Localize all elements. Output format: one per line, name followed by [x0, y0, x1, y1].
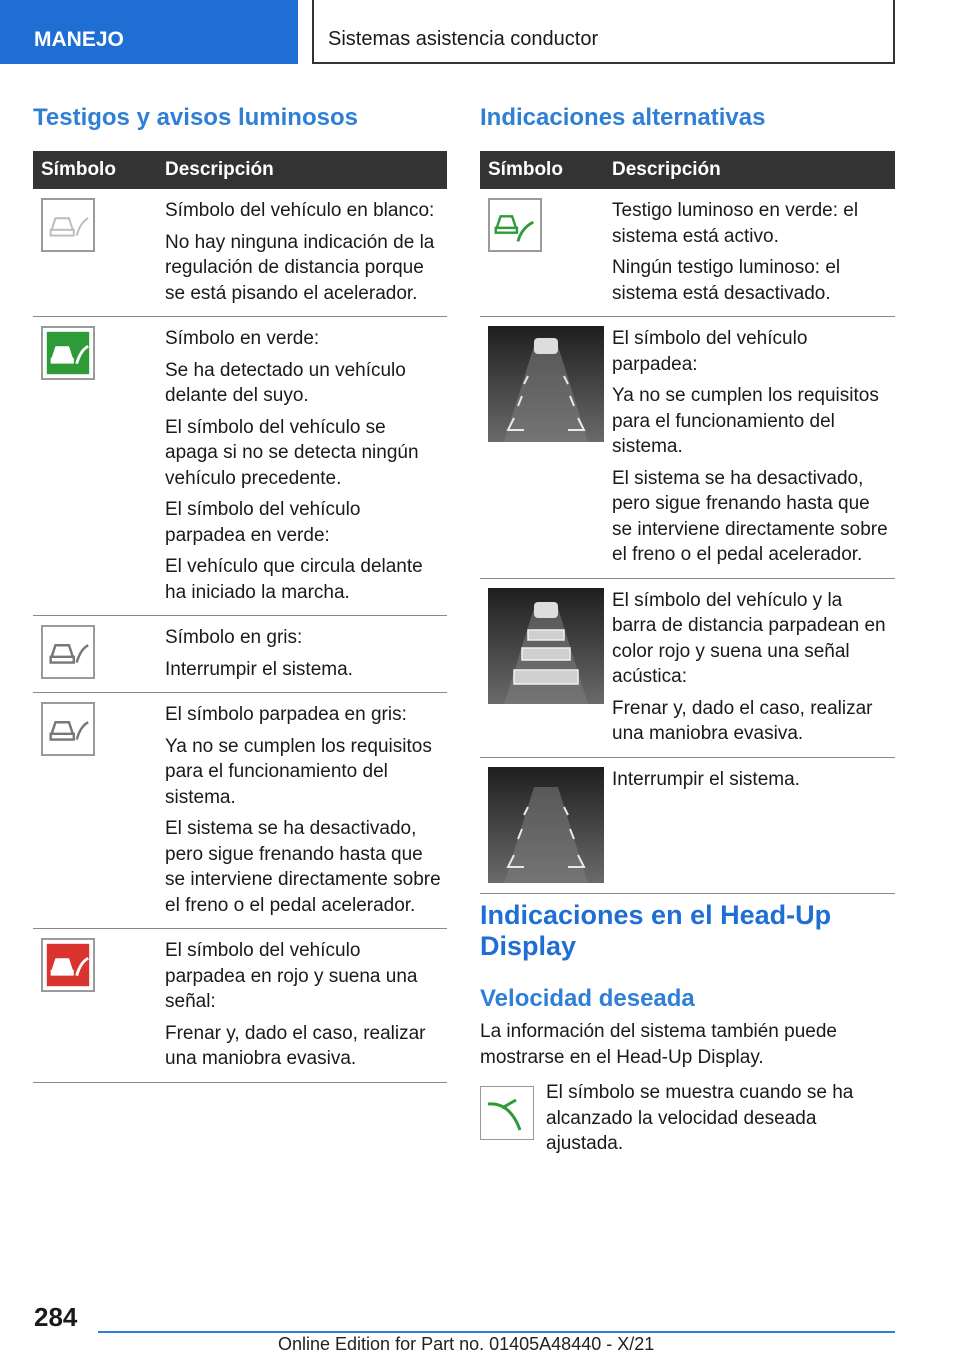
- desc-line: El sistema se ha desactivado, pero sigue frenando hasta que se interviene directamente sobre el freno o el pedal acelerador.: [165, 818, 441, 916]
- speed-reached-text: El símbolo se muestra cuando se ha alcanzado la velocidad deseada ajustada.: [546, 1082, 854, 1154]
- desc-line: El vehículo que circula delante ha iniciado la marcha.: [165, 556, 423, 603]
- desc-line: El símbolo parpadea en gris:: [165, 704, 407, 725]
- chapter-tab: [312, 0, 895, 64]
- desc-line: El símbolo del vehículo se apaga si no se detecta ningún vehículo precedente.: [165, 416, 419, 489]
- desc-line: El símbolo del vehículo parpadea en verde:: [165, 499, 361, 546]
- table-row: [33, 317, 447, 616]
- left-section-title: Testigos y avisos luminosos: [33, 104, 358, 131]
- alternative-indications-table: [480, 151, 895, 894]
- table-row: [480, 757, 895, 893]
- hud-subtitle: Velocidad deseada: [480, 985, 695, 1012]
- col-symbol: Símbolo: [33, 151, 157, 189]
- desc-line: Frenar y, dado el caso, realizar una maniobra evasiva.: [165, 1022, 426, 1069]
- hud-vehicle-blinking-icon: [488, 326, 604, 442]
- vehicle-distance-white-icon: [41, 198, 95, 252]
- desc-line: Ya no se cumplen los requisitos para el funcionamiento del sistema.: [612, 385, 879, 457]
- table-row: [33, 693, 447, 929]
- col-description: Descripción: [157, 151, 447, 189]
- vehicle-distance-grey-icon: [41, 625, 95, 679]
- col-symbol: Símbolo: [480, 151, 604, 189]
- hud-vehicle-distance-bar-icon: [488, 588, 604, 704]
- section-label: MANEJO: [34, 28, 124, 51]
- table-row: [480, 578, 895, 757]
- table-row: [33, 929, 447, 1083]
- desc-line: No hay ninguna indicación de la regulación de distancia porque se está pisando el acelerador.: [165, 231, 435, 304]
- col-description: Descripción: [604, 151, 895, 189]
- hud-lane-empty-icon: [488, 767, 604, 883]
- desc-line: El símbolo del vehículo parpadea en rojo y suena una señal:: [165, 940, 418, 1012]
- desc-line: Símbolo en gris:: [165, 627, 303, 648]
- table-row: [480, 189, 895, 317]
- desc-line: Interrumpir el sistema.: [165, 658, 353, 680]
- hud-section-title: Indicaciones en el Head-Up Display: [480, 900, 832, 961]
- footer-divider: [98, 1331, 895, 1333]
- page-number: 284: [34, 1302, 78, 1332]
- desc-line: El símbolo del vehículo y la barra de distancia parpadean en color rojo y suena una señal acústica:: [612, 589, 886, 687]
- section-tab: [0, 0, 298, 64]
- desc-line: El símbolo del vehículo parpadea:: [612, 328, 808, 375]
- speed-reached-icon: [480, 1086, 534, 1140]
- desc-line: El sistema se ha desactivado, pero sigue frenando hasta que se interviene directamente sobre el freno o el pedal acelerador.: [612, 467, 888, 565]
- edition-info: Online Edition for Part no. 01405A48440 - X/21: [278, 1334, 655, 1354]
- desc-line: Frenar y, dado el caso, realizar una maniobra evasiva.: [612, 697, 873, 744]
- desc-line: Ningún testigo luminoso: el sistema está desactivado.: [612, 257, 841, 304]
- vehicle-distance-green-icon: [41, 326, 95, 380]
- table-row: [33, 189, 447, 317]
- vehicle-distance-red-icon: [41, 938, 95, 992]
- table-row: [33, 616, 447, 693]
- desc-line: Se ha detectado un vehículo delante del suyo.: [165, 359, 406, 406]
- desc-line: Símbolo en verde:: [165, 328, 320, 349]
- warning-lights-table: [33, 151, 447, 1083]
- right-section-title: Indicaciones alternativas: [480, 104, 766, 131]
- vehicle-distance-grey-blinking-icon: [41, 702, 95, 756]
- chapter-label: Sistemas asistencia conductor: [328, 28, 599, 50]
- desc-line: Testigo luminoso en verde: el sistema está activo.: [612, 200, 859, 247]
- hud-description: La información del sistema también puede mostrarse en el Head-Up Display.: [480, 1021, 837, 1068]
- speedometer-green-icon: [488, 198, 542, 252]
- desc-line: Símbolo del vehículo en blanco:: [165, 200, 435, 221]
- desc-line: Interrumpir el sistema.: [612, 768, 800, 790]
- desc-line: Ya no se cumplen los requisitos para el funcionamiento del sistema.: [165, 735, 432, 808]
- table-row: [480, 317, 895, 579]
